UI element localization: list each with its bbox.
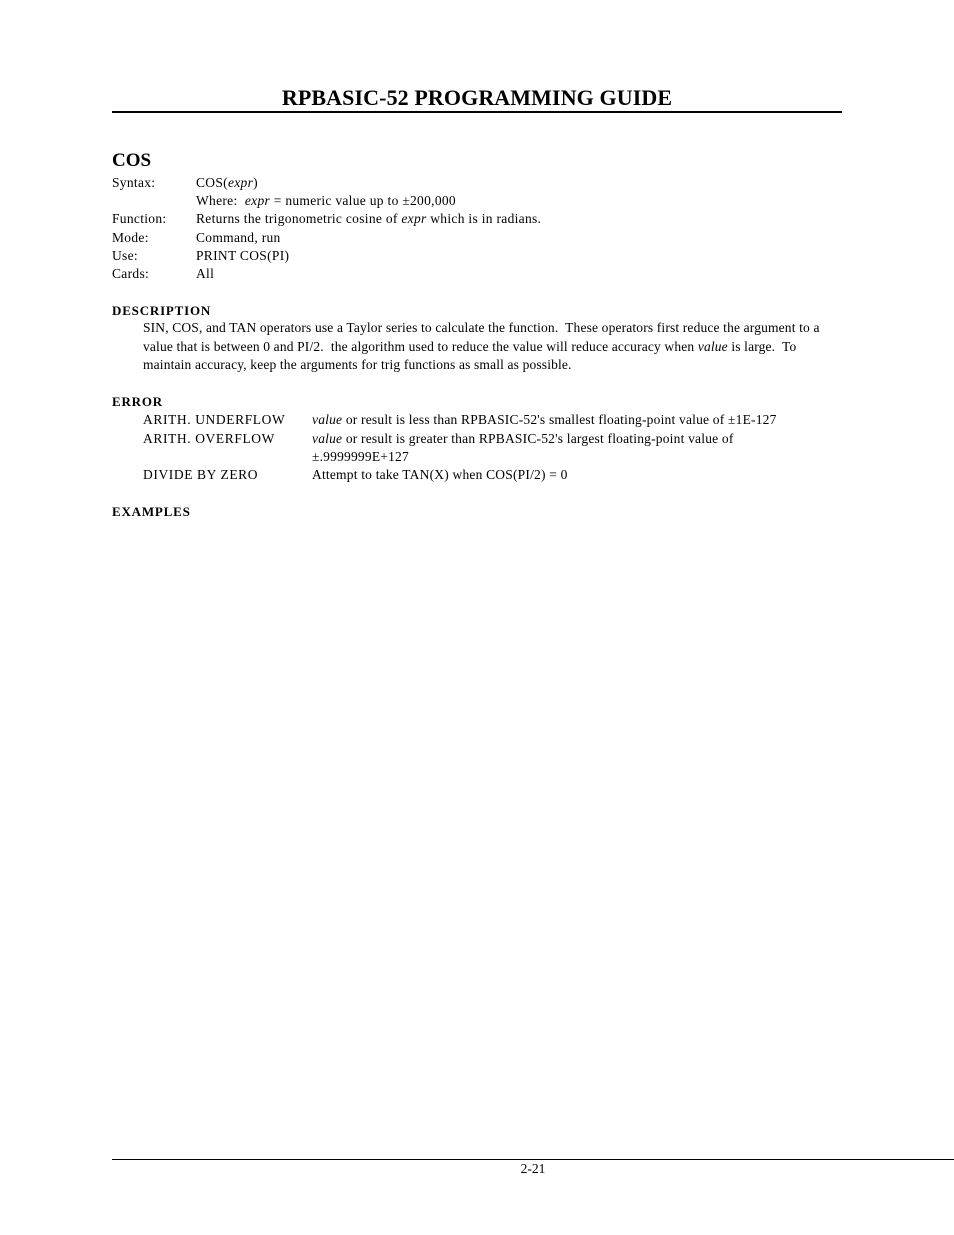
error-name: ARITH. OVERFLOW — [143, 431, 275, 446]
mode-label: Mode: — [112, 230, 149, 245]
error-heading: ERROR — [112, 394, 163, 409]
syntax-value: COS(expr) — [196, 175, 258, 190]
command-title: COS — [112, 150, 152, 171]
error-name: ARITH. UNDERFLOW — [143, 412, 286, 427]
mode-value: Command, run — [196, 230, 281, 245]
function-label: Function: — [112, 211, 167, 226]
examples-heading: EXAMPLES — [112, 504, 191, 519]
page-number: 2-21 — [520, 1161, 546, 1176]
syntax-where-value: Where: expr = numeric value up to ±200,000 — [196, 193, 456, 208]
header-divider — [112, 111, 842, 113]
use-label: Use: — [112, 248, 138, 263]
function-value: Returns the trigonometric cosine of expr which is in radians. — [196, 211, 542, 226]
cards-label: Cards: — [112, 266, 150, 281]
error-message: value or result is greater than RPBASIC-52's largest floating-point value of ±.9999999E+127 — [312, 431, 734, 464]
error-message: Attempt to take TAN(X) when COS(PI/2) = 0 — [312, 467, 568, 482]
page-header-title: RPBASIC-52 PROGRAMMING GUIDE — [281, 85, 673, 110]
error-name: DIVIDE BY ZERO — [143, 467, 259, 482]
use-value: PRINT COS(PI) — [196, 248, 290, 263]
error-message: value or result is less than RPBASIC-52's smallest floating-point value of ±1E-127 — [312, 412, 777, 427]
syntax-label: Syntax: — [112, 175, 156, 190]
description-text: SIN, COS, and TAN operators use a Taylor series to calculate the function. These operators first reduce the argument to a value that is between 0 and PI/2. the algorithm used to reduce the value will reduce accuracy when value is large. To maintain accuracy, keep the arguments for trig functions as small as possible. — [143, 320, 824, 372]
description-heading: DESCRIPTION — [112, 303, 212, 318]
cards-value: All — [196, 266, 215, 281]
